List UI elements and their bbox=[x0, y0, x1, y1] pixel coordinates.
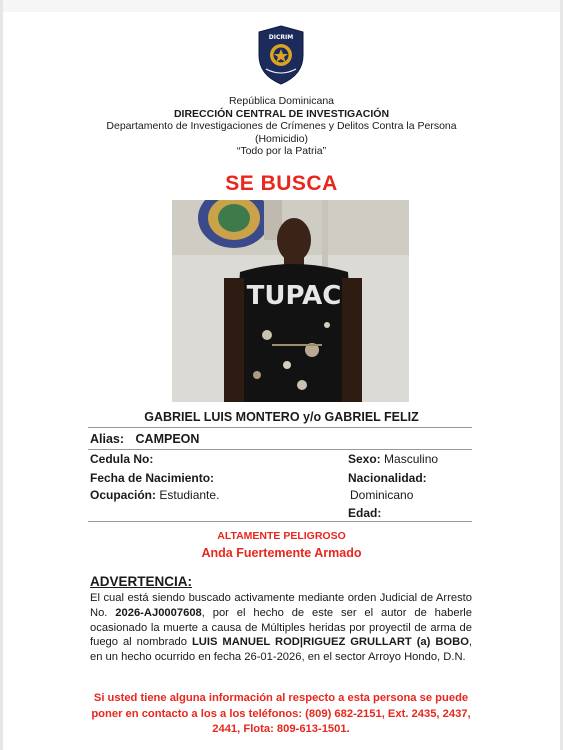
wanted-title: SE BUSCA bbox=[225, 172, 338, 195]
birthdate-label: Fecha de Nacimiento: bbox=[90, 471, 215, 485]
contact-info: Si usted tiene alguna información al respecto a esta persona se puede poner en contacto a los a los teléfonos: (809) 682-2151, Ext. 2435, 2437, 2441, Flota: 809-613-1501. bbox=[91, 692, 471, 735]
warning-text-3: , en un hecho ocurrido en fecha 26-01-2026, en el sector Arroyo Hondo, D.N. bbox=[90, 636, 473, 664]
warning-body bbox=[90, 591, 472, 665]
cedula-row bbox=[90, 452, 153, 466]
nationality-row bbox=[348, 471, 427, 485]
page-top-band bbox=[0, 0, 563, 12]
alias-value: CAMPEON bbox=[135, 432, 200, 446]
age-row bbox=[348, 506, 381, 520]
danger-label: ALTAMENTE PELIGROSO bbox=[217, 530, 346, 542]
country-line: República Dominicana bbox=[228, 95, 335, 107]
shirt-text: TUPAC bbox=[246, 281, 342, 311]
alias-label: Alias: bbox=[90, 432, 125, 446]
sex-row bbox=[348, 452, 438, 466]
alias-row bbox=[90, 432, 199, 446]
divider-alias bbox=[88, 449, 472, 450]
unit-line: (Homicidio) bbox=[254, 132, 309, 145]
occupation-row bbox=[90, 488, 219, 502]
department-line: Departamento de Investigaciones de Crímenes y Delitos Contra la Persona bbox=[106, 120, 457, 133]
logo-text: DICRIM bbox=[268, 34, 294, 41]
victim-name: LUIS MANUEL ROD|RIGUEZ GRULLART (a) BOBO bbox=[191, 636, 469, 649]
sex-label: Sexo: bbox=[348, 452, 381, 466]
warning-text-2: , por el hecho de este ser el autor de haberle ocasionado la muerte a causa de Múltiples heridas por proyectil de arma de fuego al nombrado bbox=[90, 606, 473, 649]
arrest-order-number: 2026-AJ0007608 bbox=[115, 606, 202, 619]
agency-line: DIRECCIÓN CENTRAL DE INVESTIGACIÓN bbox=[173, 107, 390, 120]
occupation-value: Estudiante. bbox=[159, 488, 220, 502]
warning-title: ADVERTENCIA: bbox=[90, 574, 193, 589]
divider-fields bbox=[88, 521, 472, 522]
cedula-label: Cedula No: bbox=[90, 452, 154, 466]
age-label: Edad: bbox=[348, 506, 382, 520]
motto-line: “Todo por la Patria” bbox=[236, 145, 327, 158]
occupation-label: Ocupación: bbox=[90, 488, 157, 502]
armed-warning: Anda Fuertemente Armado bbox=[201, 546, 362, 560]
suspect-photo bbox=[172, 200, 409, 402]
warning-text-1: El cual está siendo buscado activamente mediante orden Judicial de Arresto No. bbox=[90, 592, 472, 619]
birthdate-row bbox=[90, 471, 214, 485]
document-header bbox=[0, 95, 563, 158]
nationality-value: Dominicano bbox=[350, 488, 414, 502]
sex-value: Masculino bbox=[384, 452, 439, 466]
nationality-label: Nacionalidad: bbox=[348, 471, 427, 485]
suspect-name: GABRIEL LUIS MONTERO y/o GABRIEL FELIZ bbox=[144, 410, 419, 424]
dicrim-badge-logo bbox=[256, 25, 306, 85]
divider-name bbox=[88, 427, 472, 428]
